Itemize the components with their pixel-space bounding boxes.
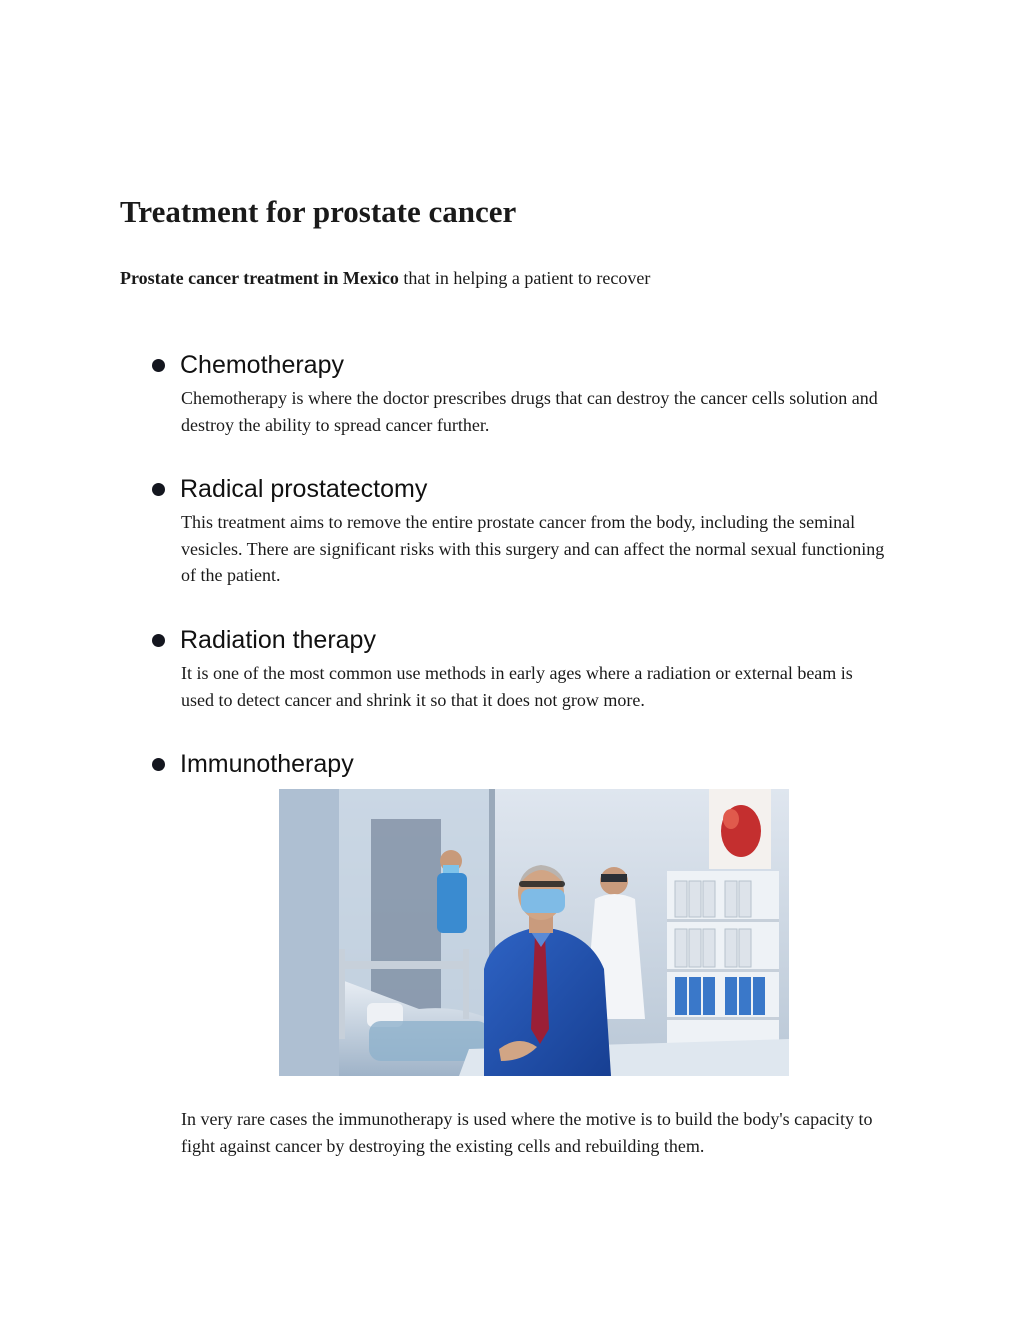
clinic-patient-photo (279, 789, 789, 1076)
section-heading: Radical prostatectomy (180, 475, 428, 503)
intro-paragraph (120, 265, 650, 291)
bullet-icon (152, 483, 165, 496)
section-body: Chemotherapy is where the doctor prescribes drugs that can destroy the cancer cells solution and destroy the ability to spread cancer further. (181, 388, 878, 435)
page-title: Treatment for prostate cancer (120, 194, 517, 229)
section-heading: Radiation therapy (180, 626, 376, 654)
section-immunotherapy (150, 748, 890, 780)
section-heading: Immunotherapy (180, 750, 354, 778)
bullet-icon (152, 758, 165, 771)
immunotherapy-body: In very rare cases the immunotherapy is used where the motive is to build the body's capacity to fight against cancer by destroying the existing cells and rebuilding them. (181, 1109, 873, 1156)
section-radical-prostatectomy (150, 473, 890, 589)
bullet-icon (152, 634, 165, 647)
intro-text: that in helping a patient to recover (398, 268, 651, 288)
section-body: This treatment aims to remove the entire prostate cancer from the body, including the seminal vesicles. There are significant risks with this surgery and can affect the normal sexual functioning of the patient. (181, 512, 885, 585)
section-chemotherapy (150, 349, 890, 438)
intro-link-text: Prostate cancer treatment in Mexico (120, 268, 399, 288)
section-radiation-therapy (150, 624, 890, 713)
section-heading: Chemotherapy (180, 351, 344, 379)
section-body: It is one of the most common use methods in early ages where a radiation or external beam is used to detect cancer and shrink it so that it does not grow more. (181, 663, 853, 710)
bullet-icon (152, 359, 165, 372)
